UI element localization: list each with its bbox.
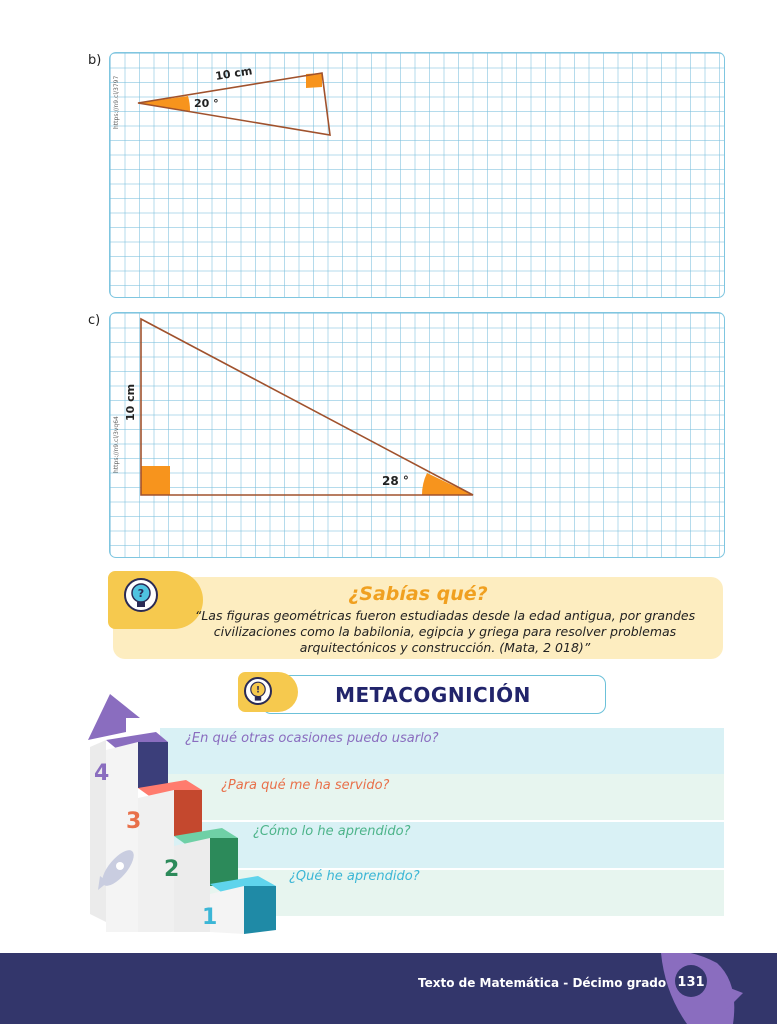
- source-url-b: https://n9.cl/3797: [113, 75, 120, 129]
- step-number-2: 2: [164, 857, 180, 882]
- angle-label-c: 28 °: [382, 474, 409, 488]
- question-3: ¿Para qué me ha servido?: [221, 778, 390, 793]
- source-url-c: https://n9.cl/3vq64: [113, 416, 120, 473]
- svg-text:?: ?: [137, 587, 145, 600]
- step-number-4: 4: [94, 761, 110, 786]
- step-number-1: 1: [202, 905, 218, 930]
- book-title: Texto de Matemática - Décimo grado: [418, 976, 667, 990]
- step-number-3: 3: [126, 809, 142, 834]
- triangle-c: [110, 313, 724, 557]
- svg-text:!: !: [255, 685, 261, 696]
- did-you-know-title: ¿Sabías qué?: [348, 583, 488, 605]
- question-2: ¿Cómo lo he aprendido?: [253, 824, 411, 839]
- right-angle-mark-c: [141, 466, 170, 495]
- did-you-know-text: “Las figuras geométricas fueron estudiadas desde la edad antigua, por grandes civilizaciones como la babilonia, egipcia y griega para resolver problemas arquitectónicos y construcción. (Mata, 2 018)”: [194, 608, 696, 655]
- angle-label-b: 20 °: [194, 97, 219, 110]
- exercise-b-label: b): [88, 53, 102, 68]
- exercise-c-label: c): [88, 313, 101, 328]
- question-4: ¿En qué otras ocasiones puedo usarlo?: [185, 731, 439, 746]
- page-number: 131: [677, 975, 705, 990]
- grid-paper-c: [109, 312, 725, 558]
- triangle-c-outline: [141, 319, 473, 495]
- question-1: ¿Qué he aprendido?: [289, 869, 420, 884]
- metacognition-title: METACOGNICIÓN: [335, 683, 531, 707]
- triangle-b: [110, 53, 724, 297]
- side-label-c: 10 cm: [124, 383, 137, 421]
- staircase-illustration: [86, 692, 286, 942]
- side-label-b: 10 cm: [214, 64, 254, 83]
- grid-paper-b: [109, 52, 725, 298]
